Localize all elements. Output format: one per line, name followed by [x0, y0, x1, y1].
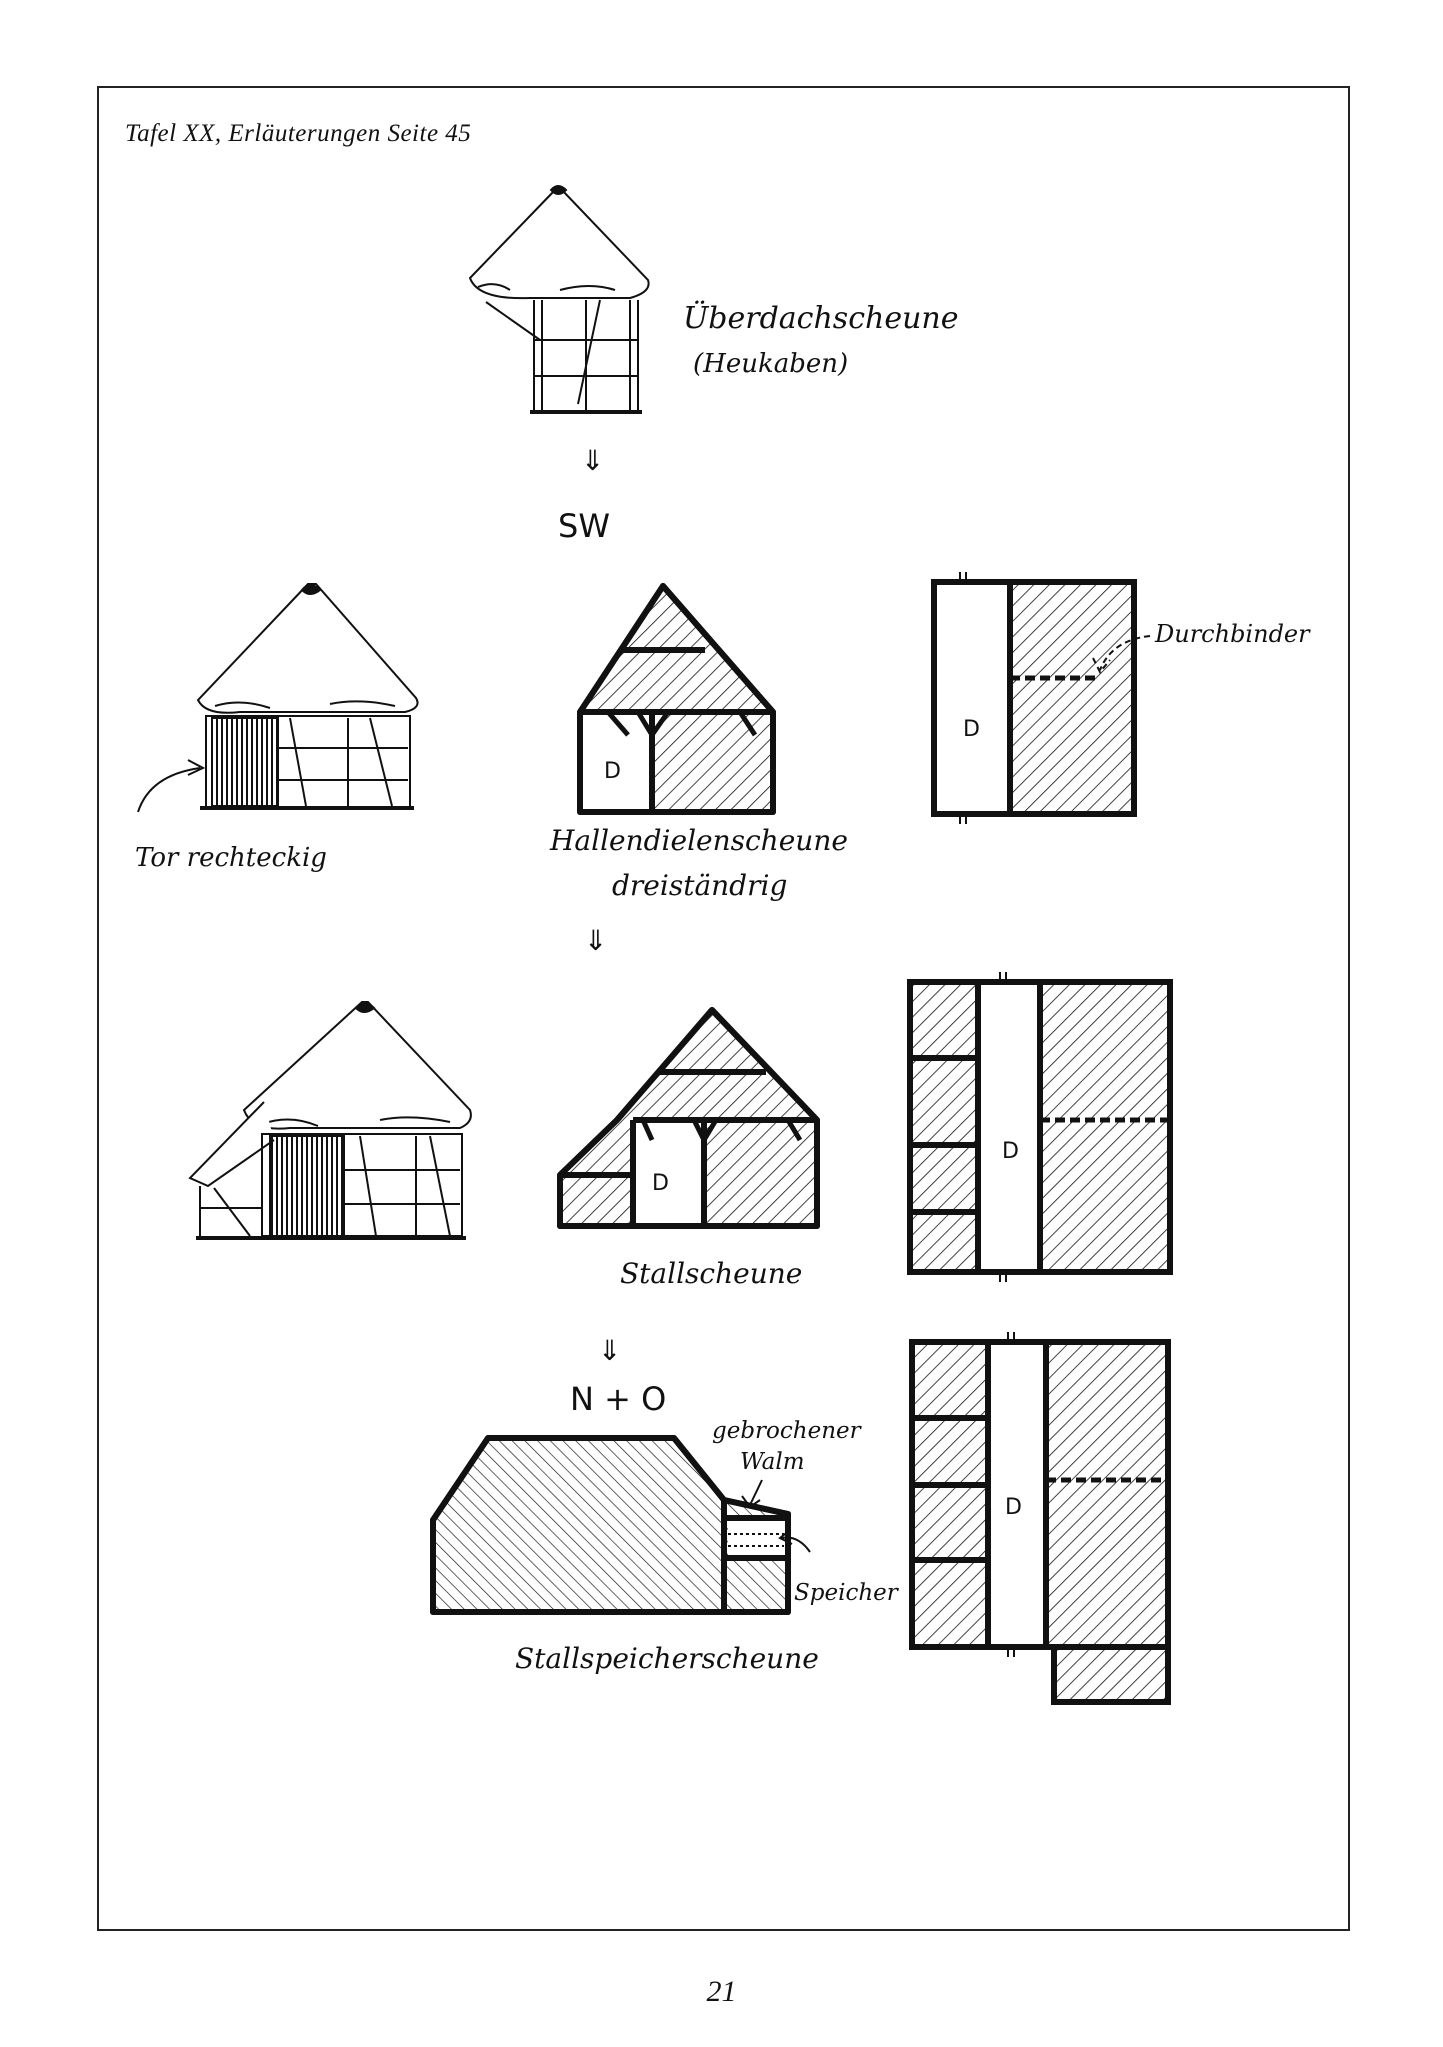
label-heukaben: (Heukaben)	[693, 349, 849, 379]
label-d-row2-plan: D	[1002, 1139, 1019, 1164]
label-d-row3-plan: D	[1005, 1495, 1022, 1520]
label-stallspeicherscheune: Stallspeicherscheune	[515, 1642, 819, 1675]
pointer-arrow-tor	[138, 760, 203, 812]
label-d-row2-section: D	[652, 1171, 669, 1196]
label-durchbinder: Durchbinder	[1155, 620, 1310, 648]
stallspeicherscheune-section	[433, 1438, 788, 1612]
label-sw: SW	[558, 507, 610, 545]
plate-header: Tafel XX, Erläuterungen Seite 45	[125, 120, 472, 147]
stallscheune-plan	[910, 972, 1170, 1282]
heukaben-sketch	[470, 186, 649, 412]
label-n-plus-o: N + O	[570, 1380, 667, 1418]
label-d-row1-plan: D	[963, 717, 980, 742]
label-dreistaendrig: dreiständrig	[612, 869, 788, 902]
stallscheune-sketch	[190, 1002, 471, 1238]
label-gebrochener: gebrochener	[712, 1418, 861, 1444]
page-number: 21	[706, 1975, 737, 2008]
arrow-down-3: ⇓	[598, 1334, 622, 1367]
label-walm: Walm	[740, 1449, 805, 1475]
label-ueberdachscheune: Überdachscheune	[683, 301, 959, 336]
label-stallscheune: Stallscheune	[620, 1257, 803, 1290]
label-speicher: Speicher	[794, 1580, 898, 1606]
arrow-down-2: ⇓	[584, 924, 608, 957]
label-hallendielenscheune: Hallendielenscheune	[550, 824, 848, 857]
label-tor-rechteckig: Tor rechteckig	[135, 843, 327, 873]
label-d-row1-section: D	[604, 759, 621, 784]
hallendielenscheune-plan	[934, 572, 1134, 824]
stallspeicherscheune-plan	[912, 1332, 1168, 1702]
arrow-down-1: ⇓	[581, 444, 605, 477]
stallscheune-section	[560, 1010, 817, 1226]
hallendielenscheune-sketch	[198, 584, 418, 808]
